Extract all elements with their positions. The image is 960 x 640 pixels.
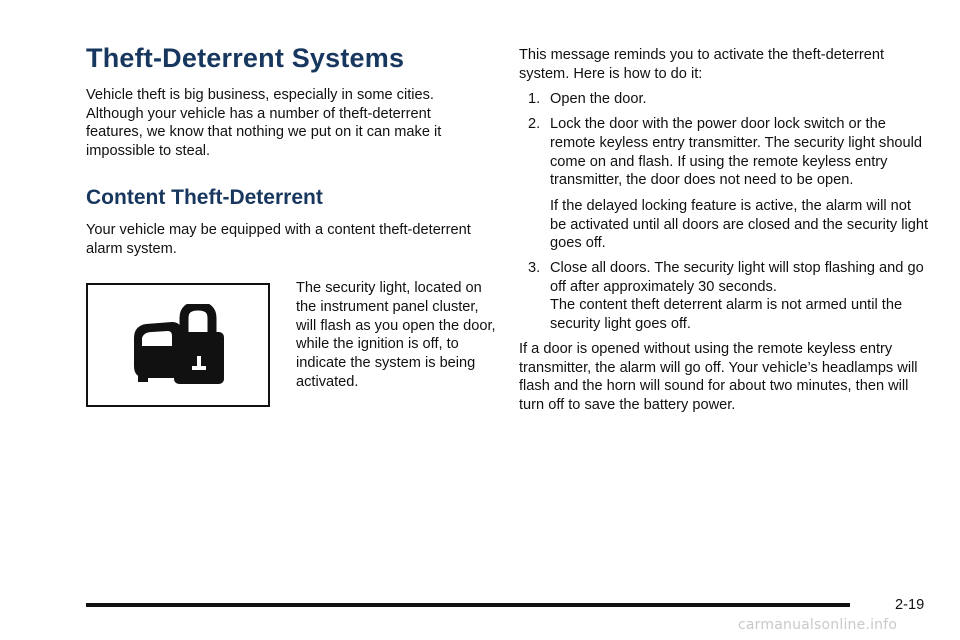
section-heading: Content Theft-Deterrent: [86, 185, 323, 209]
step-text: Open the door.: [550, 91, 647, 108]
page-number: 2-19: [895, 597, 925, 613]
security-light-figure: [86, 283, 270, 407]
right-column: [519, 46, 929, 415]
steps-list: [519, 90, 929, 333]
list-item: [519, 115, 929, 253]
figure-caption: The security light, located on the instrument panel cluster, will flash as you open the door, while the ignition is off, to indicate the system is being activated.: [296, 280, 496, 390]
step-number: 3.: [528, 260, 541, 277]
step-number: 2.: [528, 116, 541, 133]
closing-paragraph: If a door is opened without using the remote keyless entry transmitter, the alarm will go off. Your vehicle’s headlamps will flash and the horn will sound for about two minutes, then will turn off to save the battery power.: [519, 340, 918, 413]
steps-lead: This message reminds you to activate the theft-deterrent system. Here is how to do it:: [519, 47, 885, 82]
footer-rule: [86, 603, 850, 607]
figure-row: [86, 279, 496, 411]
step-text: Lock the door with the power door lock switch or the remote keyless entry transmitter. The security light should come on and flash. If using the remote keyless entry transmitter, the door does not need to be open.: [550, 116, 923, 189]
left-column: [86, 40, 496, 411]
list-item: [519, 259, 929, 334]
content-intro-paragraph: Your vehicle may be equipped with a content theft-deterrent alarm system.: [86, 221, 471, 257]
step-number: 1.: [528, 91, 541, 108]
step-text: Close all doors. The security light will stop flashing and go off after approximately 30 seconds.: [550, 260, 924, 295]
intro-paragraph: Vehicle theft is big business, especially in some cities. Although your vehicle has a number of theft-deterrent features, we know that nothing we put on it can make it impossible to steal.: [86, 87, 442, 160]
watermark: carmanualsonline.info: [738, 617, 898, 633]
list-item: [519, 90, 929, 109]
page-title: Theft-Deterrent Systems: [86, 43, 405, 73]
step-note: The content theft deterrent alarm is not armed until the security light goes off.: [550, 297, 903, 333]
step-note: If the delayed locking feature is active, the alarm will not be activated until all doors are closed and the security light goes off.: [550, 197, 929, 252]
security-light-icon: [128, 304, 228, 390]
